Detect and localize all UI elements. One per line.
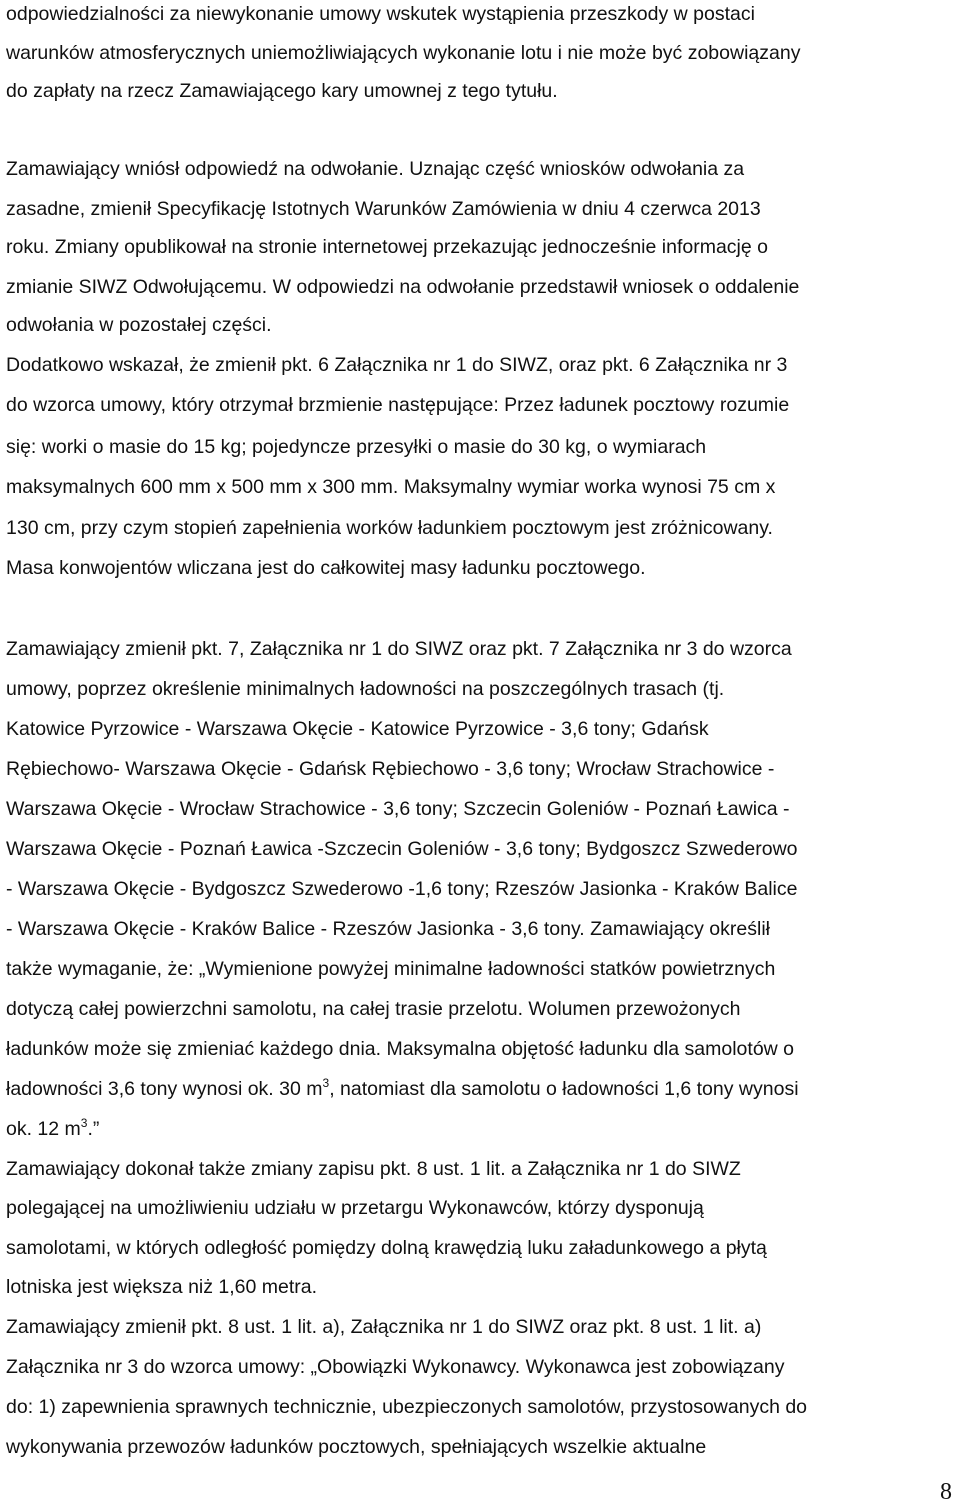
text-segment: ok. 12 m (6, 1118, 81, 1140)
text-line-with-superscript (6, 1116, 954, 1142)
text-line: polegającej na umożliwieniu udziału w przetargu Wykonawców, którzy dysponują (6, 1197, 704, 1219)
text-line: Warszawa Okęcie - Wrocław Strachowice - 3,6 tony; Szczecin Goleniów - Poznań Ławica - (6, 798, 790, 820)
text-line: umowy, poprzez określenie minimalnych ładowności na poszczególnych trasach (tj. (6, 678, 725, 700)
text-line: Zamawiający zmienił pkt. 7, Załącznika nr 1 do SIWZ oraz pkt. 7 Załącznika nr 3 do wzorca (6, 638, 792, 660)
text-line: odpowiedzialności za niewykonanie umowy wskutek wystąpienia przeszkody w postaci (6, 3, 755, 25)
text-line: zasadne, zmienił Specyfikację Istotnych Warunków Zamówienia w dniu 4 czerwca 2013 (6, 198, 761, 220)
text-line: do wzorca umowy, który otrzymał brzmienie następujące: Przez ładunek pocztowy rozumie (6, 394, 790, 416)
text-line: zmianie SIWZ Odwołującemu. W odpowiedzi na odwołanie przedstawił wniosek o oddalenie (6, 276, 800, 298)
text-line: Zamawiający wniósł odpowiedź na odwołanie. Uznając część wniosków odwołania za (6, 158, 745, 180)
text-line: - Warszawa Okęcie - Bydgoszcz Szwederowo -1,6 tony; Rzeszów Jasionka - Kraków Balice (6, 878, 798, 900)
text-line: 130 cm, przy czym stopień zapełnienia worków ładunkiem pocztowym jest zróżnicowany. (6, 517, 773, 539)
page-number: 8 (940, 1479, 952, 1505)
text-line: ładunków może się zmieniać każdego dnia. Maksymalna objętość ładunku dla samolotów o (6, 1038, 795, 1060)
text-line: lotniska jest większa niż 1,60 metra. (6, 1276, 318, 1298)
text-line: odwołania w pozostałej części. (6, 314, 272, 336)
text-segment: , natomiast dla samolotu o ładowności 1,6 tony wynosi (329, 1078, 799, 1100)
text-line: Warszawa Okęcie - Poznań Ławica -Szczecin Goleniów - 3,6 tony; Bydgoszcz Szwederowo (6, 838, 798, 860)
text-line: także wymaganie, że: „Wymienione powyżej minimalne ładowności statków powietrznych (6, 958, 776, 980)
text-line: warunków atmosferycznych uniemożliwiających wykonanie lotu i nie może być zobowiązany (6, 42, 801, 64)
text-line-with-superscript (6, 1076, 954, 1102)
text-line: maksymalnych 600 mm x 500 mm x 300 mm. Maksymalny wymiar worka wynosi 75 cm x (6, 476, 776, 498)
text-line: Rębiechowo- Warszawa Okęcie - Gdańsk Rębiechowo - 3,6 tony; Wrocław Strachowice - (6, 758, 775, 780)
superscript: 3 (80, 1116, 88, 1130)
text-line: Dodatkowo wskazał, że zmienił pkt. 6 Załącznika nr 1 do SIWZ, oraz pkt. 6 Załącznika nr 3 (6, 354, 788, 376)
text-segment: ładowności 3,6 tony wynosi ok. 30 m (6, 1078, 323, 1100)
text-line: się: worki o masie do 15 kg; pojedyncze przesyłki o masie do 30 kg, o wymiarach (6, 436, 707, 458)
text-line: roku. Zmiany opublikował na stronie internetowej przekazując jednocześnie informację o (6, 236, 768, 258)
text-line: wykonywania przewozów ładunków pocztowych, spełniających wszelkie aktualne (6, 1436, 707, 1458)
text-line: samolotami, w których odległość pomiędzy dolną krawędzią luku załadunkowego a płytą (6, 1237, 767, 1259)
text-line: do zapłaty na rzecz Zamawiającego kary umownej z tego tytułu. (6, 80, 558, 102)
text-line: Katowice Pyrzowice - Warszawa Okęcie - Katowice Pyrzowice - 3,6 tony; Gdańsk (6, 718, 709, 740)
text-segment: .” (87, 1118, 100, 1140)
text-line: do: 1) zapewnienia sprawnych technicznie, ubezpieczonych samolotów, przystosowanych do (6, 1396, 808, 1418)
superscript: 3 (322, 1076, 330, 1090)
text-line: dotyczą całej powierzchni samolotu, na całej trasie przelotu. Wolumen przewożonych (6, 998, 741, 1020)
text-line: Zamawiający dokonał także zmiany zapisu pkt. 8 ust. 1 lit. a Załącznika nr 1 do SIWZ (6, 1158, 741, 1180)
text-line: Zamawiający zmienił pkt. 8 ust. 1 lit. a), Załącznika nr 1 do SIWZ oraz pkt. 8 ust. 1 lit. a) (6, 1316, 762, 1338)
text-line: - Warszawa Okęcie - Kraków Balice - Rzeszów Jasionka - 3,6 tony. Zamawiający określił (6, 918, 770, 940)
text-line: Załącznika nr 3 do wzorca umowy: „Obowiązki Wykonawcy. Wykonawca jest zobowiązany (6, 1356, 785, 1378)
text-line: Masa konwojentów wliczana jest do całkowitej masy ładunku pocztowego. (6, 557, 646, 579)
